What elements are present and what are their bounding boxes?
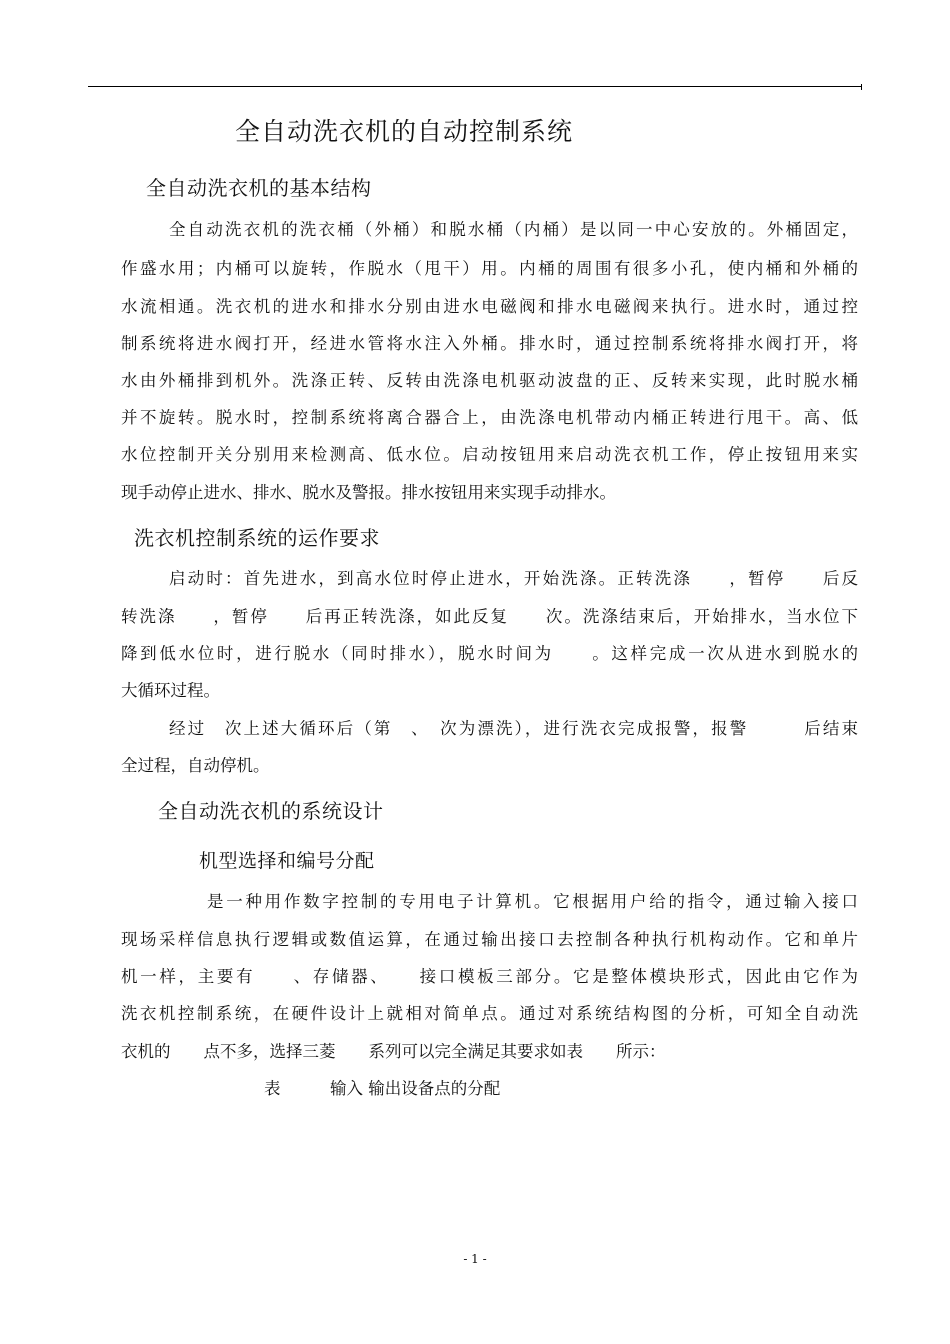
paragraph-line: 是一种用作数字控制的专用电子计算机。它根据用户给的指令，通过输入接口: [207, 892, 858, 911]
paragraph-line: 全过程，自动停机。: [121, 756, 270, 775]
table-caption: 表 输入 输出设备点的分配: [264, 1079, 501, 1098]
paragraph-line: 全自动洗衣机的洗衣桶（外桶）和脱水桶（内桶）是以同一中心安放的。外桶固定，: [169, 220, 858, 239]
section-heading-system-design: 全自动洗衣机的系统设计: [158, 799, 384, 823]
paragraph-line: 制系统将进水阀打开，经进水管将水注入外桶。排水时，通过控制系统将排水阀打开，将: [121, 334, 858, 353]
paragraph-line: 现场采样信息执行逻辑或数值运算，在通过输出接口去控制各种执行机构动作。它和单片: [121, 930, 858, 949]
paragraph-line: 水流相通。洗衣机的进水和排水分别由进水电磁阀和排水电磁阀来执行。进水时，通过控: [121, 297, 858, 316]
header-rule: [88, 86, 862, 87]
paragraph-line: 洗衣机控制系统，在硬件设计上就相对简单点。通过对系统结构图的分析，可知全自动洗: [121, 1004, 858, 1023]
paragraph-line: 作盛水用；内桶可以旋转，作脱水（甩干）用。内桶的周围有很多小孔，使内桶和外桶的: [121, 259, 858, 278]
paragraph-line: 降到低水位时，进行脱水（同时排水），脱水时间为 。这样完成一次从进水到脱水的: [121, 644, 858, 663]
paragraph-line: 转洗涤 ，暂停 后再正转洗涤，如此反复 次。洗涤结束后，开始排水，当水位下: [121, 607, 858, 626]
paragraph-line: 衣机的 点不多，选择三菱 系列可以完全满足其要求如表 所示：: [121, 1042, 666, 1061]
paragraph-line: 水由外桶排到机外。洗涤正转、反转由洗涤电机驱动波盘的正、反转来实现，此时脱水桶: [121, 371, 858, 390]
paragraph-line: 经过 次上述大循环后（第 、 次为漂洗），进行洗衣完成报警，报警 后结束: [169, 719, 858, 738]
paragraph-line: 大循环过程。: [121, 681, 220, 700]
page-number: - 1 -: [463, 1252, 487, 1266]
subsection-heading-model-selection: 机型选择和编号分配: [199, 850, 375, 872]
paragraph-line: 水位控制开关分别用来检测高、低水位。启动按钮用来启动洗衣机工作，停止按钮用来实: [121, 445, 858, 464]
section-heading-basic-structure: 全自动洗衣机的基本结构: [146, 176, 372, 200]
section-heading-operation-requirements: 洗衣机控制系统的运作要求: [134, 526, 380, 550]
header-rule-tick: [861, 84, 862, 90]
paragraph-line: 启动时：首先进水，到高水位时停止进水，开始洗涤。正转洗涤 ，暂停 后反: [169, 569, 858, 588]
document-title: 全自动洗衣机的自动控制系统: [235, 117, 574, 146]
paragraph-line: 现手动停止进水、排水、脱水及警报。排水按钮用来实现手动排水。: [121, 483, 616, 502]
paragraph-line: 机一样，主要有 、存储器、 接口模板三部分。它是整体模块形式，因此由它作为: [121, 967, 858, 986]
paragraph-line: 并不旋转。脱水时，控制系统将离合器合上，由洗涤电机带动内桶正转进行甩干。高、低: [121, 408, 858, 427]
